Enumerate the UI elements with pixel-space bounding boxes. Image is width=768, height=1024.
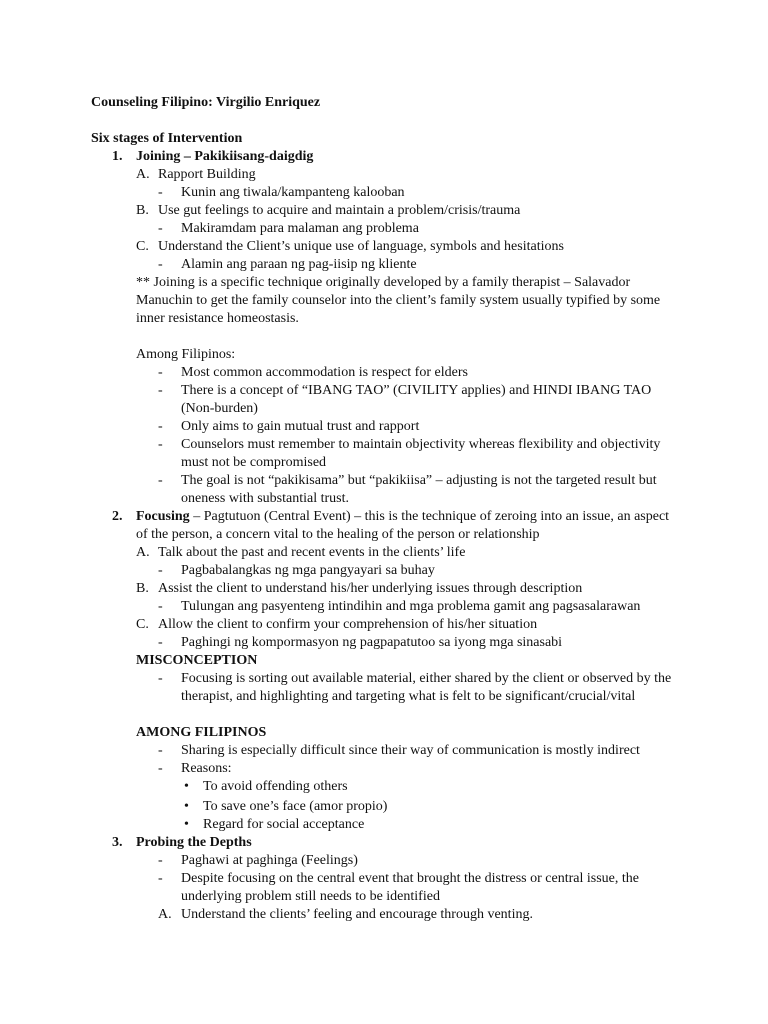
item-letter: A.: [136, 545, 150, 560]
dash-marker: -: [158, 437, 163, 452]
dash-marker: -: [158, 743, 163, 758]
bullet-marker: •: [184, 817, 189, 832]
stage-1-title: Joining – Pakikiisang-daigdig: [136, 149, 314, 164]
stage-3-title: Probing the Depths: [136, 835, 252, 850]
dash-marker: -: [158, 383, 163, 398]
dash-marker: -: [158, 473, 163, 488]
list-item: Kunin ang tiwala/kampanteng kalooban: [181, 185, 405, 200]
dash-marker: -: [158, 853, 163, 868]
dash-marker: -: [158, 185, 163, 200]
item-letter: A.: [158, 907, 172, 922]
list-item: Understand the Client’s unique use of language, symbols and hesitations: [158, 239, 564, 254]
stage-2-title: Focusing: [136, 509, 190, 524]
dash-marker: -: [158, 257, 163, 272]
dash-marker: -: [158, 671, 163, 686]
dash-marker: -: [158, 599, 163, 614]
paragraph-note: ** Joining is a specific technique originally developed by a family therapist – Salavador Manuchin to get the family counselor into the client’s family system usually typified by some inner resistance homeostasis.: [136, 275, 661, 326]
list-item: Reasons:: [181, 761, 232, 776]
dash-marker: -: [158, 419, 163, 434]
item-letter: B.: [136, 203, 149, 218]
list-item: Use gut feelings to acquire and maintain a problem/crisis/trauma: [158, 203, 521, 218]
list-item: There is a concept of “IBANG TAO” (CIVILITY applies) and HINDI IBANG TAO (Non-burden): [181, 383, 652, 416]
list-item: Paghingi ng kompormasyon ng pagpapatutoo sa iyong mga sinasabi: [181, 635, 563, 650]
list-item: Makiramdam para malaman ang problema: [181, 221, 419, 236]
misconception-heading: MISCONCEPTION: [136, 653, 258, 668]
dash-marker: -: [158, 365, 163, 380]
list-item: Most common accommodation is respect for elders: [181, 365, 468, 380]
list-item: Sharing is especially difficult since their way of communication is mostly indirect: [181, 743, 640, 758]
list-item: Focusing is sorting out available material, either shared by the client or observed by the therapist, and highlighting and targeting what is felt to be significant/crucial/vital: [181, 671, 672, 704]
list-item: Only aims to gain mutual trust and rapport: [181, 419, 420, 434]
item-letter: B.: [136, 581, 149, 596]
among-filipinos-heading: AMONG FILIPINOS: [136, 725, 267, 740]
list-item: Regard for social acceptance: [203, 817, 365, 832]
list-item: The goal is not “pakikisama” but “pakikiisa” – adjusting is not the targeted result but oneness with substantial trust.: [181, 473, 657, 506]
list-item: Assist the client to understand his/her underlying issues through description: [158, 581, 583, 596]
list-item: Talk about the past and recent events in the clients’ life: [158, 545, 466, 560]
subheading: Among Filipinos:: [136, 347, 236, 362]
list-number-2: 2.: [112, 509, 123, 524]
list-item: Paghawi at paghinga (Feelings): [181, 853, 358, 868]
list-item: Counselors must remember to maintain objectivity whereas flexibility and objectivity must not be compromised: [181, 437, 661, 470]
dash-marker: -: [158, 221, 163, 236]
list-number-3: 3.: [112, 835, 123, 850]
dash-marker: -: [158, 761, 163, 776]
bullet-marker: •: [184, 799, 189, 814]
item-letter: A.: [136, 167, 150, 182]
list-item: Rapport Building: [158, 167, 256, 182]
list-item: Pagbabalangkas ng mga pangyayari sa buhay: [181, 563, 435, 578]
item-letter: C.: [136, 239, 149, 254]
section-heading: Six stages of Intervention: [91, 131, 243, 146]
item-letter: C.: [136, 617, 149, 632]
dash-marker: -: [158, 563, 163, 578]
dash-marker: -: [158, 635, 163, 650]
list-item: Alamin ang paraan ng pag-iisip ng kliente: [181, 257, 417, 272]
bullet-marker: •: [184, 779, 189, 794]
list-item: Understand the clients’ feeling and encourage through venting.: [181, 907, 533, 922]
list-item: To save one’s face (amor propio): [203, 799, 388, 814]
stage-2-paragraph: [136, 508, 676, 544]
list-item: Despite focusing on the central event that brought the distress or central issue, the underlying problem still needs to be identified: [181, 871, 639, 904]
list-item: To avoid offending others: [203, 779, 348, 794]
list-number-1: 1.: [112, 149, 123, 164]
document-title: Counseling Filipino: Virgilio Enriquez: [91, 95, 321, 110]
dash-marker: -: [158, 871, 163, 886]
stage-2-intro: – Pagtutuon (Central Event) – this is the technique of zeroing into an issue, an aspect of the person, a concern vital to the healing of the person or relationship: [136, 509, 670, 542]
list-item: Tulungan ang pasyenteng intindihin and mga problema gamit ang pagsasalarawan: [181, 599, 641, 614]
list-item: Allow the client to confirm your comprehension of his/her situation: [158, 617, 538, 632]
